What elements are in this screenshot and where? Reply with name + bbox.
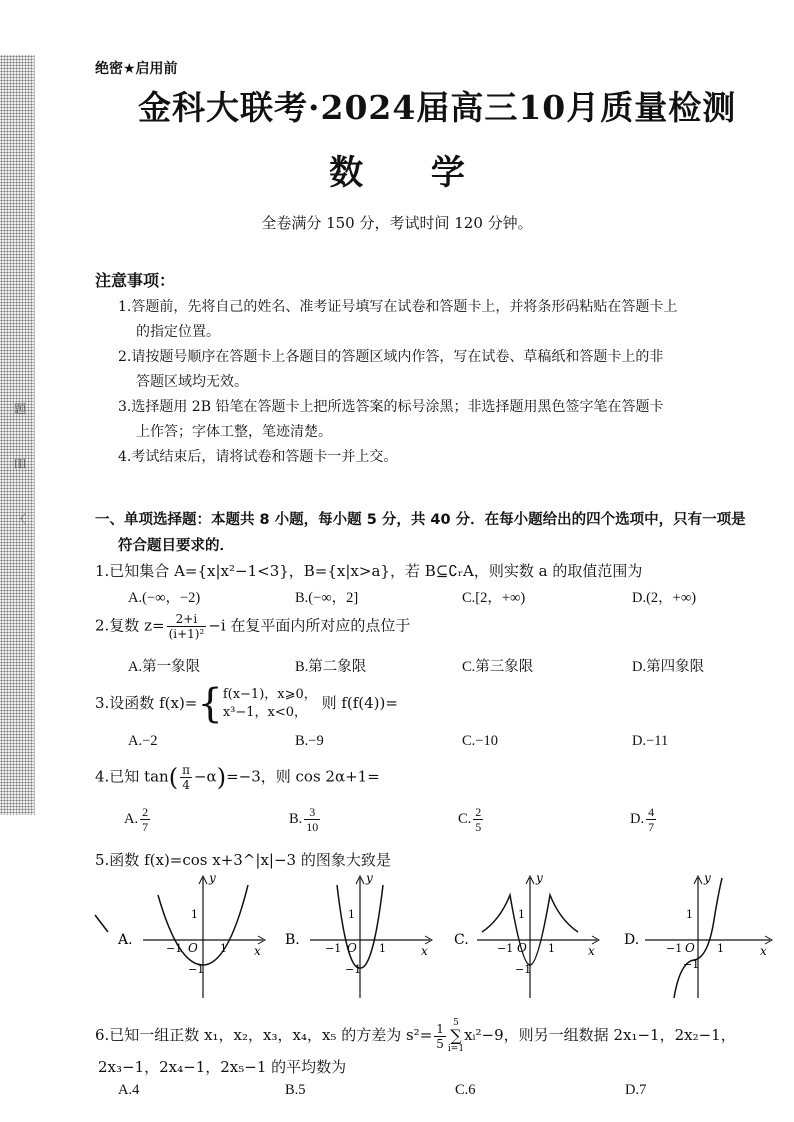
svg-text:y: y xyxy=(536,871,543,885)
question-3-stem xyxy=(95,681,398,727)
q3-cases xyxy=(223,686,317,722)
svg-text:1: 1 xyxy=(348,908,355,921)
question-6-line2: 2x₃−1，2x₄−1，2x₅−1 的平均数为 xyxy=(98,1058,347,1076)
q6-fraction: $\frac{1}{5}$ xyxy=(436,1021,444,1051)
q3-option-d: D.−11 xyxy=(632,733,669,749)
q6-suffix: ，则另一组数据 2x₁−1，2x₂−1， xyxy=(503,1026,736,1044)
q4-frac-den: 4 xyxy=(182,778,190,792)
notice-line: 上作答；字体工整，笔迹清楚。 xyxy=(136,424,332,440)
notice-line: 答题区域均无效。 xyxy=(136,374,248,390)
q3-case-2: x³−1，x<0， xyxy=(222,705,308,720)
question-1-stem: 1.已知集合 A={x|x²−1<3}，B={x|x>a}，若 B⊆∁ᵣA，则实数 a 的取值范围为 xyxy=(95,562,643,580)
binding-mark: 题 xyxy=(14,402,27,416)
exam-title: 金科大联考·2024届高三10月质量检测 xyxy=(138,88,737,127)
svg-text:O: O xyxy=(188,941,198,955)
notice-line: 的指定位置。 xyxy=(136,324,220,340)
question-4-stem: 4.已知 tan( $\frac{\pi}{4}$ −α)=−3，则 cos 2α+1= xyxy=(95,763,380,792)
svg-text:−1: −1 xyxy=(188,963,205,976)
q3-option-a: A.−2 xyxy=(128,733,158,749)
section-heading: 一、单项选择题：本题共 8 小题，每小题 5 分，共 40 分．在每小题给出的四个选项中，只有一项是 xyxy=(95,512,746,528)
svg-text:−1: −1 xyxy=(345,963,362,976)
q1-option-a: A.(−∞，−2) xyxy=(128,590,201,606)
q6-term: xᵢ²−9 xyxy=(464,1026,504,1044)
svg-text:1: 1 xyxy=(220,942,227,955)
q3-option-c: C.−10 xyxy=(462,733,498,749)
svg-text:y: y xyxy=(366,871,373,885)
svg-text:1: 1 xyxy=(379,942,386,955)
q2-fraction xyxy=(167,612,207,641)
notice-line: 2.请按题号顺序在答题卡上各题目的答题区域内作答，写在试卷、草稿纸和答题卡上的非 xyxy=(118,349,664,365)
q4-prefix: 4.已知 tan xyxy=(95,767,169,786)
svg-text:1: 1 xyxy=(686,908,693,921)
q6-option-b: B.5 xyxy=(285,1082,306,1098)
q4-option-a: A. $\frac{2}{7}$ xyxy=(124,805,149,834)
notice-line: 4.考试结束后，请将试卷和答题卡一并上交。 xyxy=(118,449,398,465)
graph-option-c xyxy=(454,871,599,998)
q2-option-a: A.第一象限 xyxy=(128,659,201,675)
q2-option-b: B.第二象限 xyxy=(295,659,367,675)
q1-option-c: C.[2，+∞) xyxy=(462,590,526,606)
q4-mid: −α xyxy=(193,767,217,786)
svg-text:x: x xyxy=(588,944,595,958)
q6-option-a: A.4 xyxy=(118,1082,140,1098)
svg-text:O: O xyxy=(517,941,527,955)
svg-text:x: x xyxy=(421,944,428,958)
q3-case-1: f(x−1)，x⩾0， xyxy=(222,687,317,702)
svg-text:1: 1 xyxy=(717,942,724,955)
section-heading-cont: 符合题目要求的． xyxy=(118,538,234,554)
notice-heading: 注意事项： xyxy=(95,271,176,290)
q2-option-c: C.第三象限 xyxy=(462,659,534,675)
q4-option-b: B. $\frac{3}{10}$ xyxy=(289,805,319,834)
q4-suffix: =−3，则 cos 2α+1= xyxy=(226,767,380,786)
svg-text:1: 1 xyxy=(518,908,525,921)
q4-option-d: D. $\frac{4}{7}$ xyxy=(630,805,655,834)
notice-line: 1.答题前，先将自己的姓名、准考证号填写在试卷和答题卡上，并将条形码粘贴在答题卡上 xyxy=(118,299,678,315)
graph-b-label: B. xyxy=(285,932,300,948)
q4-option-c: C. $\frac{2}{5}$ xyxy=(458,805,482,834)
question-5-stem: 5.函数 f(x)=cos x+3^|x|−3 的图象大致是 xyxy=(95,851,391,869)
svg-text:x: x xyxy=(760,944,767,958)
binding-mark: 吅 xyxy=(14,457,27,471)
graph-option-a xyxy=(117,871,265,998)
q6-prefix: 6.已知一组正数 x₁，x₂，x₃，x₄，x₅ 的方差为 s²= xyxy=(95,1026,433,1044)
svg-text:−1: −1 xyxy=(666,942,683,955)
graph-a-label: A. xyxy=(118,932,133,948)
svg-text:y: y xyxy=(704,871,711,885)
q1-option-b: B.(−∞，2] xyxy=(295,590,359,606)
stray-mark xyxy=(95,915,108,932)
svg-text:1: 1 xyxy=(548,942,555,955)
svg-text:O: O xyxy=(347,941,357,955)
svg-text:x: x xyxy=(254,944,261,958)
svg-text:−1: −1 xyxy=(683,958,700,971)
full-score-note: 全卷满分 150 分，考试时间 120 分钟。 xyxy=(261,214,533,232)
graph-c-label: C. xyxy=(454,932,469,948)
q5-graphs xyxy=(90,870,790,1005)
question-2-stem xyxy=(95,612,410,641)
notice-line: 3.选择题用 2B 铅笔在答题卡上把所选答案的标号涂黑；非选择题用黑色签字笔在答题卡 xyxy=(118,399,664,415)
q3-brace: { xyxy=(197,681,223,727)
svg-text:−1: −1 xyxy=(497,942,514,955)
svg-text:O: O xyxy=(685,941,695,955)
subject-title: 数 学 xyxy=(329,153,493,193)
notice-list xyxy=(118,295,778,470)
q3-suffix: 则 f(f(4))= xyxy=(321,694,398,712)
binding-mark: 〈 xyxy=(14,512,27,526)
svg-text:1: 1 xyxy=(191,908,198,921)
q2-prefix: 2.复数 z= xyxy=(95,616,165,635)
secret-label: 绝密★启用前 xyxy=(95,61,178,77)
q2-frac-den: (i+1)² xyxy=(168,627,205,641)
graph-option-d xyxy=(624,871,772,998)
question-6-stem xyxy=(95,1018,736,1054)
svg-text:y: y xyxy=(209,871,216,885)
q2-frac-num: 2+i xyxy=(167,612,207,627)
svg-text:−1: −1 xyxy=(325,942,342,955)
q6-sum: 5 ∑ i=1 xyxy=(447,1018,465,1054)
q4-frac-num: π xyxy=(182,763,190,777)
q6-option-c: C.6 xyxy=(455,1082,476,1098)
q1-option-d: D.(2，+∞) xyxy=(632,590,697,606)
graph-d-label: D. xyxy=(624,932,640,948)
q2-option-d: D.第四象限 xyxy=(632,659,705,675)
graph-option-b xyxy=(285,871,432,998)
q2-suffix: −i 在复平面内所对应的点位于 xyxy=(208,616,411,635)
q6-option-d: D.7 xyxy=(625,1082,647,1098)
q3-prefix: 3.设函数 f(x)= xyxy=(95,694,198,712)
svg-text:−1: −1 xyxy=(515,963,532,976)
q4-fraction xyxy=(180,763,192,792)
svg-text:−1: −1 xyxy=(166,942,183,955)
q3-option-b: B.−9 xyxy=(295,733,324,749)
